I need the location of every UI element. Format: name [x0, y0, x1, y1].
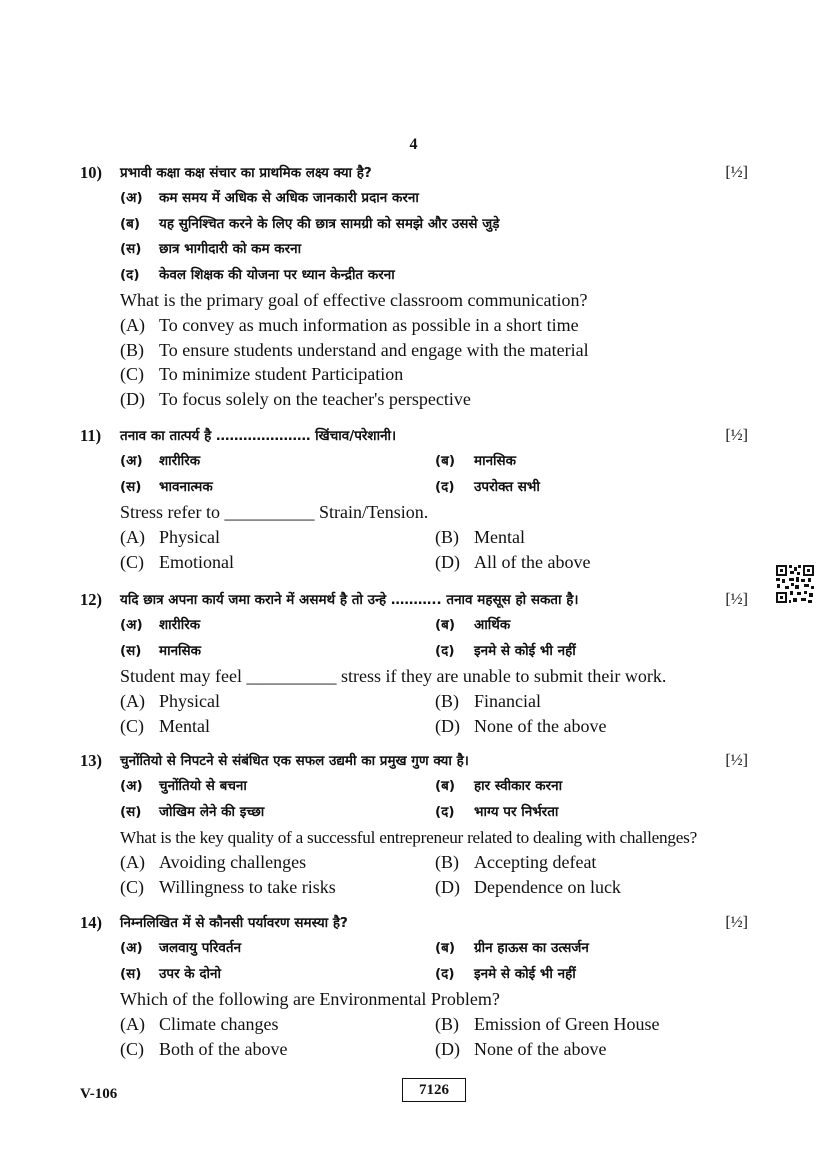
english-question: What is the primary goal of effective classroom communication?: [120, 290, 588, 310]
hindi-option-row: (अ) शारीरिक (ब) आर्थिक: [120, 617, 511, 633]
question-12: [80, 587, 748, 738]
hindi-question: यदि छात्र अपना कार्य जमा कराने में असमर्थ है तो उन्हे ……….. तनाव महसूस हो सकता है।: [120, 592, 579, 608]
question-header: [80, 910, 748, 936]
english-question: Stress refer to __________ Strain/Tension.: [120, 502, 429, 522]
hindi-option-row: (अ) जलवायु परिवर्तन (ब) ग्रीन हाऊस का उत्सर्जन: [120, 940, 589, 956]
marks: [½]: [725, 914, 748, 931]
question-header: [80, 160, 748, 186]
question-header: [80, 748, 748, 774]
english-question: Student may feel __________ stress if they are unable to submit their work.: [120, 666, 667, 686]
english-option-row: (C) Emotional (D) All of the above: [120, 551, 591, 572]
qr-code-icon: [775, 564, 815, 604]
english-option-row: (A) Physical (B) Financial: [120, 691, 541, 711]
marks: [½]: [725, 752, 748, 769]
hindi-option-row: (स) जोखिम लेने की इच्छा (द) भाग्य पर निर्भरता: [120, 803, 559, 820]
english-option-row: (C) Willingness to take risks (D) Dependence on luck: [120, 876, 621, 897]
question-header: [80, 423, 748, 449]
english-question: Which of the following are Environmental Problem?: [120, 989, 500, 1009]
question-number: 13): [80, 751, 102, 770]
marks: [½]: [725, 427, 748, 444]
hindi-question: चुनोंतियो से निपटने से संबंधित एक सफल उद्यमी का प्रमुख गुण क्या है।: [120, 753, 469, 769]
hindi-option: (स) छात्र भागीदारी को कम करना: [120, 241, 302, 257]
english-option: (A) To convey as much information as possible in a short time: [120, 315, 579, 335]
hindi-option-row: (अ) चुनोंतियो से बचना (ब) हार स्वीकार करना: [120, 778, 563, 794]
hindi-question: निम्नलिखित में से कौनसी पर्यावरण समस्या है?: [120, 915, 348, 931]
marks: [½]: [725, 591, 748, 608]
hindi-option: (ब) यह सुनिश्चित करने के लिए की छात्र सामग्री को समझे और उससे जुड़े: [120, 215, 500, 232]
english-option-row: (A) Climate changes (B) Emission of Green House: [120, 1014, 660, 1034]
question-number: 12): [80, 590, 102, 609]
english-option-row: (C) Both of the above (D) None of the above: [120, 1038, 607, 1059]
question-header: [80, 587, 748, 613]
question-10: [80, 160, 748, 411]
english-option-row: (C) Mental (D) None of the above: [120, 715, 607, 736]
page-number: 4: [409, 136, 418, 153]
hindi-question: तनाव का तात्पर्य है ………………… खिंचाव/परेशानी।: [120, 428, 397, 444]
question-11: [80, 423, 748, 574]
question-number: 11): [80, 426, 102, 445]
paper-number-box: 7126: [402, 1078, 466, 1102]
english-option-row: (A) Physical (B) Mental: [120, 527, 525, 547]
question-number: 14): [80, 913, 102, 932]
english-question: What is the key quality of a successful entrepreneur related to dealing with challenges?: [120, 828, 697, 847]
marks: [½]: [725, 164, 748, 181]
hindi-option-row: (स) भावनात्मक (द) उपरोक्त सभी: [120, 478, 540, 495]
hindi-option-row: (स) मानसिक (द) इनमे से कोई भी नहीं: [120, 642, 576, 659]
hindi-option-row: (स) उपर के दोनो (द) इनमे से कोई भी नहीं: [120, 965, 576, 982]
english-option: (B) To ensure students understand and engage with the material: [120, 339, 589, 360]
question-number: 10): [80, 163, 102, 182]
english-option-row: (A) Avoiding challenges (B) Accepting defeat: [120, 852, 597, 872]
question-14: [80, 910, 748, 1061]
hindi-option: (अ) कम समय में अधिक से अधिक जानकारी प्रदान करना: [120, 190, 419, 206]
english-option: (D) To focus solely on the teacher's perspective: [120, 388, 471, 409]
english-option: (C) To minimize student Participation: [120, 364, 404, 385]
hindi-option: (द) केवल शिक्षक की योजना पर ध्यान केन्द्रीत करना: [120, 266, 395, 283]
question-13: [80, 748, 748, 899]
hindi-question: प्रभावी कक्षा कक्ष संचार का प्राथमिक लक्ष्य क्या है?: [120, 165, 372, 181]
paper-code: V-106: [80, 1086, 118, 1102]
hindi-option-row: (अ) शारीरिक (ब) मानसिक: [120, 453, 517, 469]
